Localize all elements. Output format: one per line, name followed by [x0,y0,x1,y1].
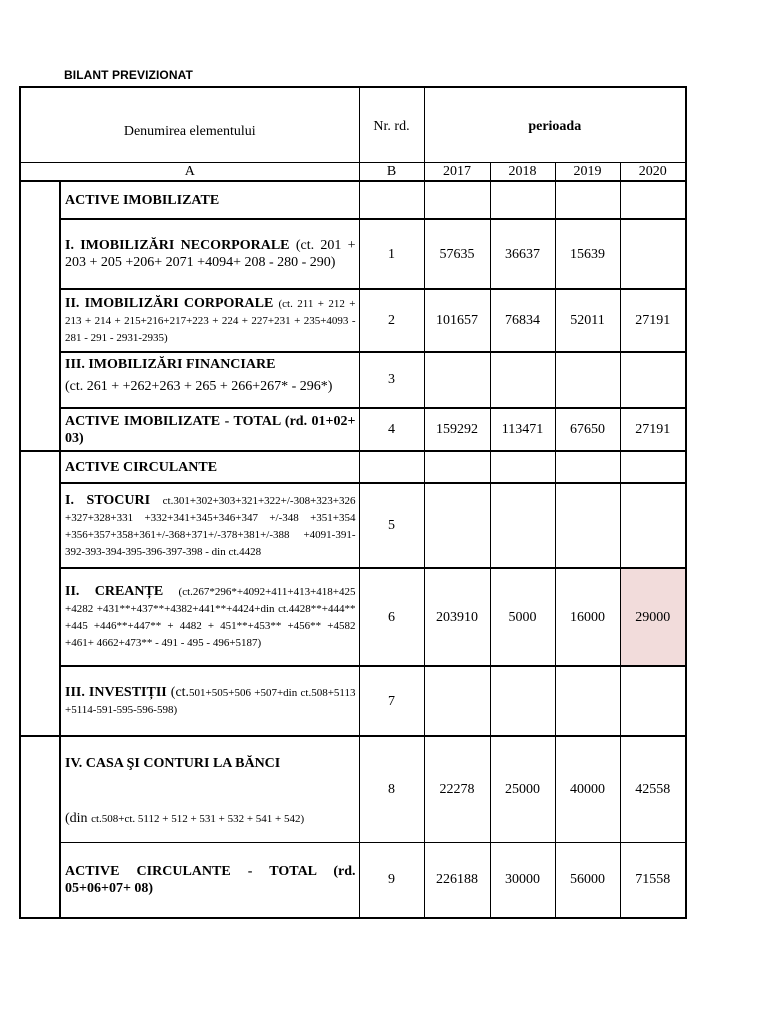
empty-cell [424,181,490,219]
row-number: 8 [359,736,424,842]
row-number: 6 [359,568,424,666]
row-number: 1 [359,219,424,289]
value-2018: 25000 [490,736,555,842]
value-2020: 27191 [620,289,686,352]
value-2017: 159292 [424,408,490,451]
value-2018: 36637 [490,219,555,289]
row-title: IV. CASA ŞI CONTURI LA BĂNCI [65,756,281,771]
value-2019: 52011 [555,289,620,352]
value-2019: 16000 [555,568,620,666]
value-2019 [555,666,620,736]
row-title: II. IMOBILIZĂRI CORPORALE [65,296,274,311]
row-title: II. CREANȚE [65,584,164,599]
value-2019: 15639 [555,219,620,289]
row-detail-lead: (din [65,811,88,826]
value-2018 [490,666,555,736]
value-2019 [555,352,620,408]
row-number: 7 [359,666,424,736]
row-label [60,483,359,568]
section-title-active-circulante: ACTIVE CIRCULANTE [60,451,359,483]
value-2017: 57635 [424,219,490,289]
row-title: I. STOCURI [65,492,151,508]
row-detail: (ct.267*296*+4092+411+413+418+425 +4282 +431**+437**+4382+441**+4424+din ct.4428**+444** +445 +446**+447** + 4482 + 451**+453** +456** +4582 +461+ 4662+473** - 491 - 495 - 496+5187) [65,586,356,649]
group-marker-lichiditati [20,736,60,918]
value-2017 [424,352,490,408]
empty-cell [490,181,555,219]
value-2017: 22278 [424,736,490,842]
value-2020: 27191 [620,408,686,451]
total-active-circulante-label: ACTIVE CIRCULANTE - TOTAL (rd. 05+06+07+ 08) [60,842,359,918]
value-2017 [424,666,490,736]
row-detail: ct.508+ct. 5112 + 512 + 531 + 532 + 541 + 542) [91,813,305,825]
balance-sheet-table [19,86,687,919]
value-2018: 30000 [490,842,555,918]
row-number: 2 [359,289,424,352]
value-2020-highlighted: 29000 [620,568,686,666]
group-marker-circulante [20,451,60,736]
year-header-2019: 2019 [555,162,620,181]
empty-cell [620,181,686,219]
value-2018: 76834 [490,289,555,352]
value-2017: 203910 [424,568,490,666]
year-header-2020: 2020 [620,162,686,181]
value-2020 [620,483,686,568]
row-number: 9 [359,842,424,918]
value-2019 [555,483,620,568]
value-2019: 40000 [555,736,620,842]
row-number-column-header: Nr. rd. [359,87,424,162]
value-2018 [490,352,555,408]
row-label [60,352,359,408]
value-2018: 5000 [490,568,555,666]
value-2018: 113471 [490,408,555,451]
value-2020: 71558 [620,842,686,918]
year-header-2018: 2018 [490,162,555,181]
row-title: III. INVESTIȚII [65,685,167,700]
group-marker-imobilizate [20,181,60,451]
column-letter-b: B [359,162,424,181]
row-label [60,219,359,289]
row-detail: (ct. 201 + 203 + 205 +206+ 2071 +4094+ 208 - 280 - 290) [65,238,356,270]
value-2020 [620,352,686,408]
row-detail: 501+505+506 +507+din ct.508+5113 +5114-591-595-596-598) [65,687,356,716]
value-2018 [490,483,555,568]
row-number: 5 [359,483,424,568]
document-title: BILANT PREVIZIONAT [64,68,193,82]
row-label [60,666,359,736]
section-title-active-imobilizate: ACTIVE IMOBILIZATE [60,181,359,219]
row-detail-lead: (ct. [170,685,190,700]
year-header-2017: 2017 [424,162,490,181]
row-title: I. IMOBILIZĂRI NECORPORALE [65,238,290,253]
row-detail: ct.301+302+303+321+322+/-308+323+326 +327+328+331 +332+341+345+346+347 +/-348 +351+354 +356+357+358+361+/-368+371+/-378+381+/-388 +4091-391- 392-393-394-395-396-397-398 - din ct.4428 [65,494,356,558]
empty-cell [620,451,686,483]
name-column-header: Denumirea elementului [20,87,359,162]
total-active-imobilizate-label: ACTIVE IMOBILIZATE - TOTAL (rd. 01+02+ 03) [60,408,359,451]
empty-cell [424,451,490,483]
value-2017: 101657 [424,289,490,352]
row-label [60,568,359,666]
period-header: perioada [424,87,686,162]
value-2017: 226188 [424,842,490,918]
row-title: III. IMOBILIZĂRI FINANCIARE [65,357,276,372]
row-detail: (ct. 261 + +262+263 + 265 + 266+267* - 296*) [65,379,333,394]
row-label [60,736,359,842]
empty-cell [359,181,424,219]
column-letter-a: A [20,162,359,181]
row-label [60,289,359,352]
value-2020 [620,219,686,289]
value-2020 [620,666,686,736]
empty-cell [359,451,424,483]
row-detail: (ct. 211 + 212 + 213 + 214 + 215+216+217+223 + 224 + 227+231 + 235+4093 - 281 - 291 - 2931-2935) [65,298,356,344]
value-2019: 67650 [555,408,620,451]
empty-cell [555,181,620,219]
value-2019: 56000 [555,842,620,918]
empty-cell [490,451,555,483]
empty-cell [555,451,620,483]
value-2017 [424,483,490,568]
row-number: 3 [359,352,424,408]
row-number: 4 [359,408,424,451]
value-2020: 42558 [620,736,686,842]
